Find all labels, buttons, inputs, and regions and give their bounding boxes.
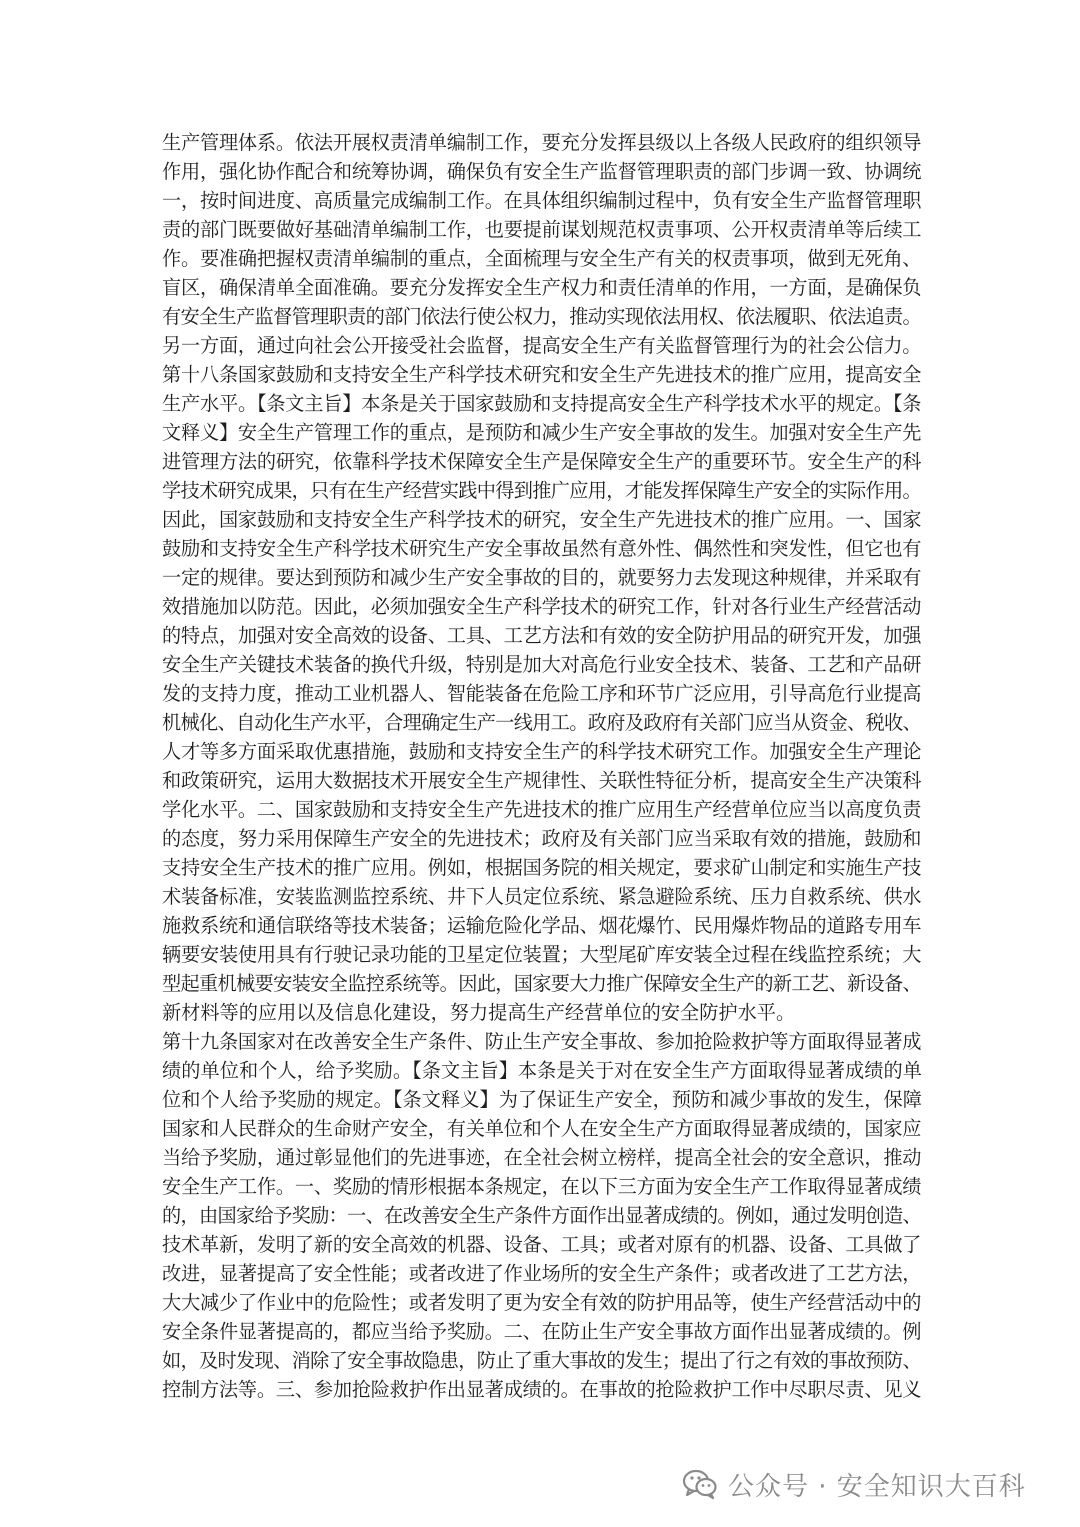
text-line: 鼓励和支持安全生产科学技术研究生产安全事故虽然有意外性、偶然性和突发性，但它也有 xyxy=(162,537,922,560)
text-line: 如，及时发现、消除了安全事故隐患，防止了重大事故的发生；提出了行之有效的事故预防、 xyxy=(162,1349,922,1372)
watermark-text: 公众号 · 安全知识大百科 xyxy=(728,1471,1026,1502)
text-line: 大大减少了作业中的危险性；或者发明了更为安全有效的防护用品等，使生产经营活动中的 xyxy=(162,1291,922,1314)
text-line: 第十八条国家鼓励和支持安全生产科学技术研究和安全生产先进技术的推广应用，提高安全 xyxy=(162,363,922,386)
text-line: 位和个人给予奖励的规定。【条文释义】为了保证生产安全，预防和减少事故的发生，保障 xyxy=(162,1088,922,1111)
text-line: 责的部门既要做好基础清单编制工作，也要提前谋划规范权责事项、公开权责清单等后续工 xyxy=(162,218,922,241)
text-line: 学技术研究成果，只有在生产经营实践中得到推广应用，才能发挥保障生产安全的实际作用。 xyxy=(162,479,922,502)
text-line: 一，按时间进度、高质量完成编制工作。在具体组织编制过程中，负有安全生产监督管理职 xyxy=(162,189,922,212)
text-line: 学化水平。二、国家鼓励和支持安全生产先进技术的推广应用生产经营单位应当以高度负责 xyxy=(162,798,922,821)
text-line: 发的支持力度，推动工业机器人、智能装备在危险工序和环节广泛应用，引导高危行业提高 xyxy=(162,682,922,705)
watermark xyxy=(682,1464,1026,1504)
text-line: 安全生产关键技术装备的换代升级，特别是加大对高危行业安全技术、装备、工艺和产品研 xyxy=(162,653,922,676)
text-line: 安全条件显著提高的，都应当给予奖励。二、在防止生产安全事故方面作出显著成绩的。例 xyxy=(162,1320,922,1343)
text-line: 新材料等的应用以及信息化建设，努力提高生产经营单位的安全防护水平。 xyxy=(162,1001,796,1024)
text-line: 作。要准确把握权责清单编制的重点，全面梳理与安全生产有关的权责事项，做到无死角、 xyxy=(162,247,922,270)
text-line: 生产管理体系。依法开展权责清单编制工作，要充分发挥县级以上各级人民政府的组织领导 xyxy=(162,131,922,154)
text-line: 因此，国家鼓励和支持安全生产科学技术的研究，安全生产先进技术的推广应用。一、国家 xyxy=(162,508,922,531)
text-line: 进管理方法的研究，依靠科学技术保障安全生产是保障安全生产的重要环节。安全生产的科 xyxy=(162,450,922,473)
wechat-logo-icon xyxy=(682,1468,718,1500)
text-line: 一定的规律。要达到预防和减少生产安全事故的目的，就要努力去发现这种规律，并采取有 xyxy=(162,566,922,589)
text-line: 国家和人民群众的生命财产安全，有关单位和个人在安全生产方面取得显著成绩的，国家应 xyxy=(162,1117,922,1140)
text-line: 效措施加以防范。因此，必须加强安全生产科学技术的研究工作，针对各行业生产经营活动 xyxy=(162,595,922,618)
text-line: 辆要安装使用具有行驶记录功能的卫星定位装置；大型尾矿库安装全过程在线监控系统；大 xyxy=(162,943,922,966)
text-line: 安全生产工作。一、奖励的情形根据本条规定，在以下三方面为安全生产工作取得显著成绩 xyxy=(162,1175,922,1198)
text-line: 型起重机械要安装安全监控系统等。因此，国家要大力推广保障安全生产的新工艺、新设备、 xyxy=(162,972,922,995)
text-line: 技术革新，发明了新的安全高效的机器、设备、工具；或者对原有的机器、设备、工具做了 xyxy=(162,1233,922,1256)
text-line: 和政策研究，运用大数据技术开展安全生产规律性、关联性特征分析，提高安全生产决策科 xyxy=(162,769,922,792)
text-line: 生产水平。【条文主旨】本条是关于国家鼓励和支持提高安全生产科学技术水平的规定。【条 xyxy=(162,392,922,415)
text-line: 作用，强化协作配合和统筹协调，确保负有安全生产监督管理职责的部门步调一致、协调统 xyxy=(162,160,922,183)
body-text xyxy=(162,128,922,1404)
text-line: 当给予奖励，通过彰显他们的先进事迹，在全社会树立榜样，提高全社会的安全意识，推动 xyxy=(162,1146,922,1169)
text-line: 的态度，努力采用保障生产安全的先进技术；政府及有关部门应当采取有效的措施，鼓励和 xyxy=(162,827,922,850)
text-line: 改进，显著提高了安全性能；或者改进了作业场所的安全生产条件；或者改进了工艺方法， xyxy=(162,1262,922,1285)
text-line: 人才等多方面采取优惠措施，鼓励和支持安全生产的科学技术研究工作。加强安全生产理论 xyxy=(162,740,922,763)
text-line: 文释义】安全生产管理工作的重点，是预防和减少生产安全事故的发生。加强对安全生产先 xyxy=(162,421,922,444)
text-line: 支持安全生产技术的推广应用。例如，根据国务院的相关规定，要求矿山制定和实施生产技 xyxy=(162,856,922,879)
text-line: 第十九条国家对在改善安全生产条件、防止生产安全事故、参加抢险救护等方面取得显著成 xyxy=(162,1030,922,1053)
text-line: 有安全生产监督管理职责的部门依法行使公权力，推动实现依法用权、依法履职、依法追责。 xyxy=(162,305,922,328)
text-line: 盲区，确保清单全面准确。要充分发挥安全生产权力和责任清单的作用，一方面，是确保负 xyxy=(162,276,922,299)
text-line: 施救系统和通信联络等技术装备；运输危险化学品、烟花爆竹、民用爆炸物品的道路专用车 xyxy=(162,914,922,937)
text-line: 的，由国家给予奖励：一、在改善安全生产条件方面作出显著成绩的。例如，通过发明创造、 xyxy=(162,1204,922,1227)
text-line: 绩的单位和个人，给予奖励。【条文主旨】本条是关于对在安全生产方面取得显著成绩的单 xyxy=(162,1059,922,1082)
text-line: 的特点，加强对安全高效的设备、工具、工艺方法和有效的安全防护用品的研究开发，加强 xyxy=(162,624,922,647)
text-line: 机械化、自动化生产水平，合理确定生产一线用工。政府及政府有关部门应当从资金、税收、 xyxy=(162,711,922,734)
text-line: 另一方面，通过向社会公开接受社会监督，提高安全生产有关监督管理行为的社会公信力。 xyxy=(162,334,922,357)
text-line: 控制方法等。三、参加抢险救护作出显著成绩的。在事故的抢险救护工作中尽职尽责、见义 xyxy=(162,1378,922,1401)
text-line: 术装备标准，安装监测监控系统、井下人员定位系统、紧急避险系统、压力自救系统、供水 xyxy=(162,885,922,908)
